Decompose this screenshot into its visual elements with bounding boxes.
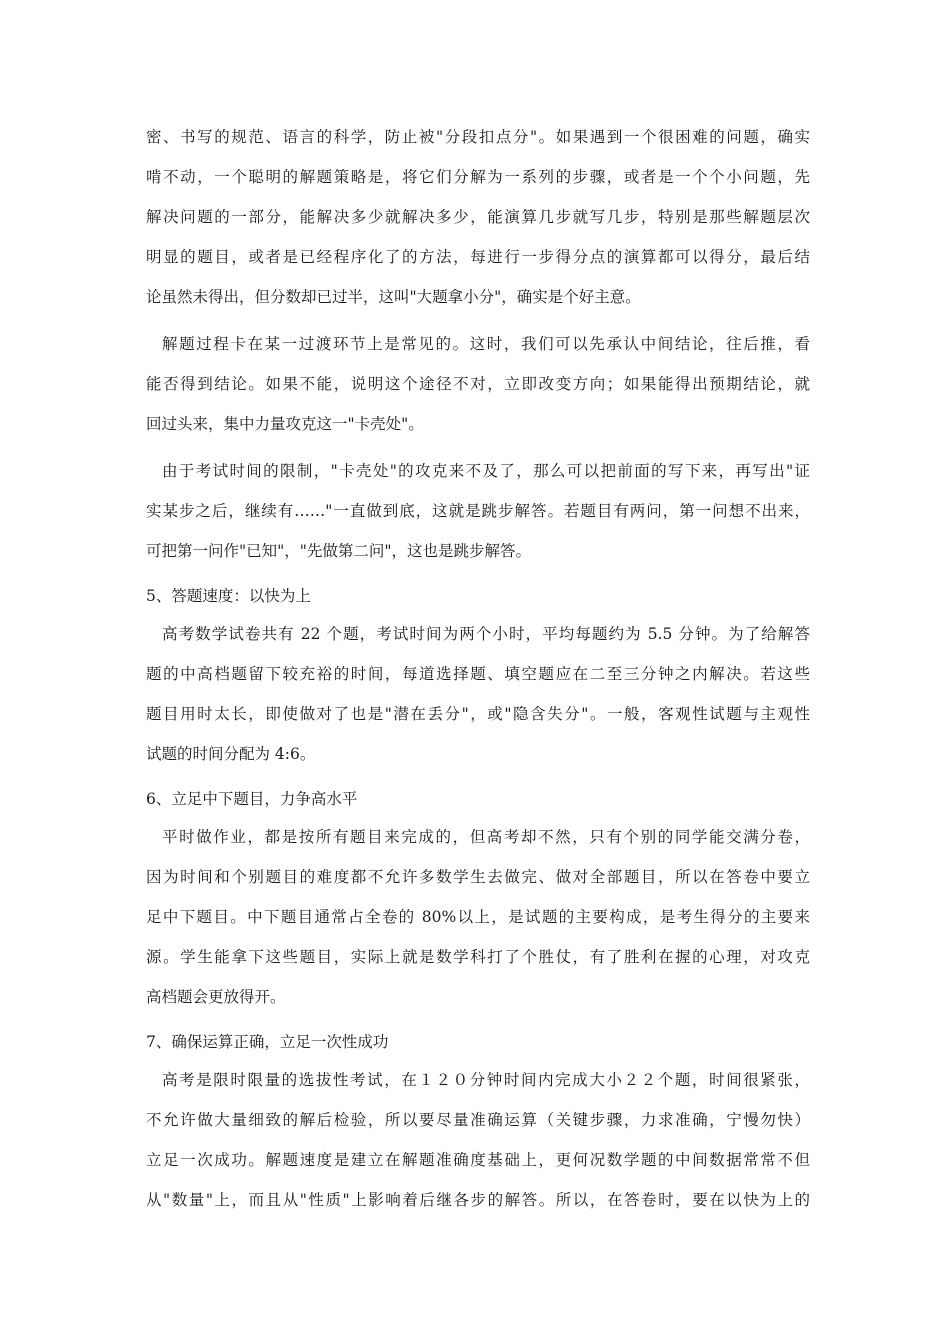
paragraph-skip-step: [146, 451, 810, 571]
paragraph-partial-credit: [146, 117, 810, 317]
text-line: 平时做作业，都是按所有题目来完成的，但高考却不然，只有个别的同学能交满分卷，: [162, 828, 810, 846]
text-line: 高档题会更放得开。: [146, 988, 286, 1006]
text-line: 足中下题目。中下题目通常占全卷的 80%以上，是试题的主要构成，是考生得分的主要来: [146, 908, 810, 926]
section-heading-5: 5、答题速度：以快为上: [146, 587, 311, 605]
text-line: 因为时间和个别题目的难度都不允许多数学生去做完、做对全部题目，所以在答卷中要立: [146, 868, 810, 886]
paragraph-mid-level: [146, 817, 810, 1017]
text-line: 明显的题目，或者是已经程序化了的方法，每进行一步得分点的演算都可以得分，最后结: [146, 248, 810, 266]
text-line: 由于考试时间的限制，"卡壳处"的攻克来不及了，那么可以把前面的写下来，再写出"证: [162, 462, 810, 480]
text-line: 试题的时间分配为 4:6。: [146, 745, 316, 763]
text-line: 啃不动，一个聪明的解题策略是，将它们分解为一系列的步骤，或者是一个个小问题，先: [146, 168, 810, 186]
text-line: 回过头来，集中力量攻克这一"卡壳处"。: [146, 415, 424, 433]
section-heading-6: 6、立足中下题目，力争高水平: [146, 790, 358, 808]
text-line: 高考数学试卷共有 22 个题，考试时间为两个小时，平均每题约为 5.5 分钟。为了给解答: [162, 625, 810, 643]
text-line: 论虽然未得出，但分数却已过半，这叫"大题拿小分"，确实是个好主意。: [146, 288, 641, 306]
text-line: 密、书写的规范、语言的科学，防止被"分段扣点分"。如果遇到一个很困难的问题，确实: [146, 128, 810, 146]
text-line: 可把第一问作"已知"，"先做第二问"，这也是跳步解答。: [146, 542, 532, 560]
text-line: 从"数量"上，而且从"性质"上影响着后继各步的解答。所以，在答卷时，要在以快为上的: [146, 1191, 810, 1209]
text-line: 题的中高档题留下较充裕的时间，每道选择题、填空题应在二至三分钟之内解决。若这些: [146, 665, 810, 683]
paragraph-speed: [146, 614, 810, 774]
text-line: 能否得到结论。如果不能，说明这个途径不对，立即改变方向；如果能得出预期结论，就: [146, 375, 810, 393]
text-line: 源。学生能拿下这些题目，实际上就是数学科打了个胜仗，有了胜利在握的心理，对攻克: [146, 948, 810, 966]
text-line: 题目用时太长，即使做对了也是"潜在丢分"，或"隐含失分"。一般，客观性试题与主观性: [146, 705, 810, 723]
paragraph-accuracy: [146, 1060, 810, 1220]
text-line: 立足一次成功。解题速度是建立在解题准确度基础上，更何况数学题的中间数据常常不但: [146, 1151, 810, 1169]
section-heading-7: 7、确保运算正确，立足一次性成功: [146, 1033, 389, 1051]
document-page: [146, 117, 810, 1227]
text-line: 实某步之后，继续有……"一直做到底，这就是跳步解答。若题目有两问，第一问想不出来，: [146, 502, 810, 520]
text-line: 解题过程卡在某一过渡环节上是常见的。这时，我们可以先承认中间结论，往后推，看: [162, 335, 810, 353]
text-line: 解决问题的一部分，能解决多少就解决多少，能演算几步就写几步，特别是那些解题层次: [146, 208, 810, 226]
text-line: 高考是限时限量的选拔性考试，在１２０分钟时间内完成大小２２个题，时间很紧张，: [162, 1071, 810, 1089]
paragraph-stuck-step: [146, 324, 810, 444]
text-line: 不允许做大量细致的解后检验，所以要尽量准确运算（关键步骤，力求准确，宁慢勿快）: [146, 1111, 810, 1129]
